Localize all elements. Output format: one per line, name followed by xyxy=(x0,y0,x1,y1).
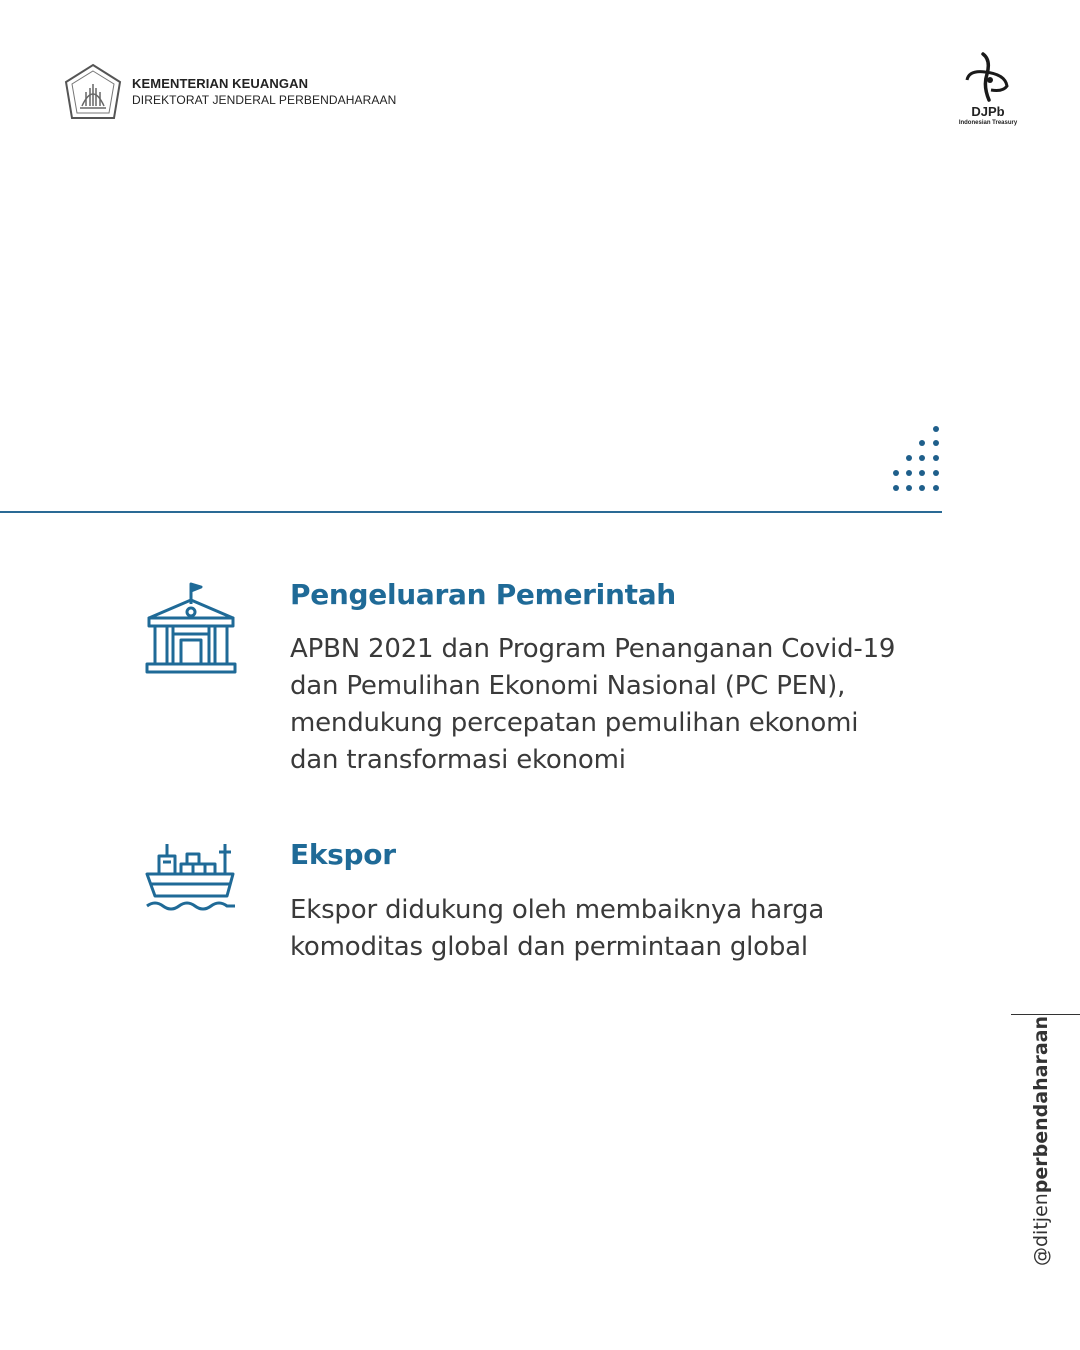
handle-divider xyxy=(1011,1014,1080,1015)
section-body xyxy=(290,631,950,779)
djpb-logo-icon xyxy=(955,52,1021,104)
handle-prefix: @ditjen xyxy=(1030,1193,1052,1266)
body-line: dan transformasi ekonomi xyxy=(290,745,626,775)
section-title: Ekspor xyxy=(290,838,396,871)
djpb-tagline: Indonesian Treasury xyxy=(958,120,1018,126)
section-body xyxy=(290,892,950,966)
government-building-icon xyxy=(145,582,237,678)
body-line: komoditas global dan permintaan global xyxy=(290,932,808,962)
section-title: Pengeluaran Pemerintah xyxy=(290,578,676,611)
body-line: APBN 2021 dan Program Penanganan Covid-19 xyxy=(290,634,896,664)
ministry-name: KEMENTERIAN KEUANGAN xyxy=(132,76,309,91)
section-divider xyxy=(0,511,942,513)
ministry-header xyxy=(62,62,396,122)
body-line: Ekspor didukung oleh membaiknya harga xyxy=(290,895,825,925)
dot-pattern-icon xyxy=(890,423,942,495)
body-line: mendukung percepatan pemulihan ekonomi xyxy=(290,708,859,738)
djpb-logo xyxy=(955,52,1025,132)
handle-bold: perbendaharaan xyxy=(1030,1016,1052,1194)
djpb-name: DJPb xyxy=(971,104,1005,119)
ministry-emblem-icon xyxy=(62,62,124,122)
social-handle[interactable] xyxy=(1030,1016,1058,1266)
ministry-subtitle: DIREKTORAT JENDERAL PERBENDAHARAAN xyxy=(132,93,397,107)
cargo-ship-icon xyxy=(145,840,237,912)
body-line: dan Pemulihan Ekonomi Nasional (PC PEN), xyxy=(290,671,846,701)
